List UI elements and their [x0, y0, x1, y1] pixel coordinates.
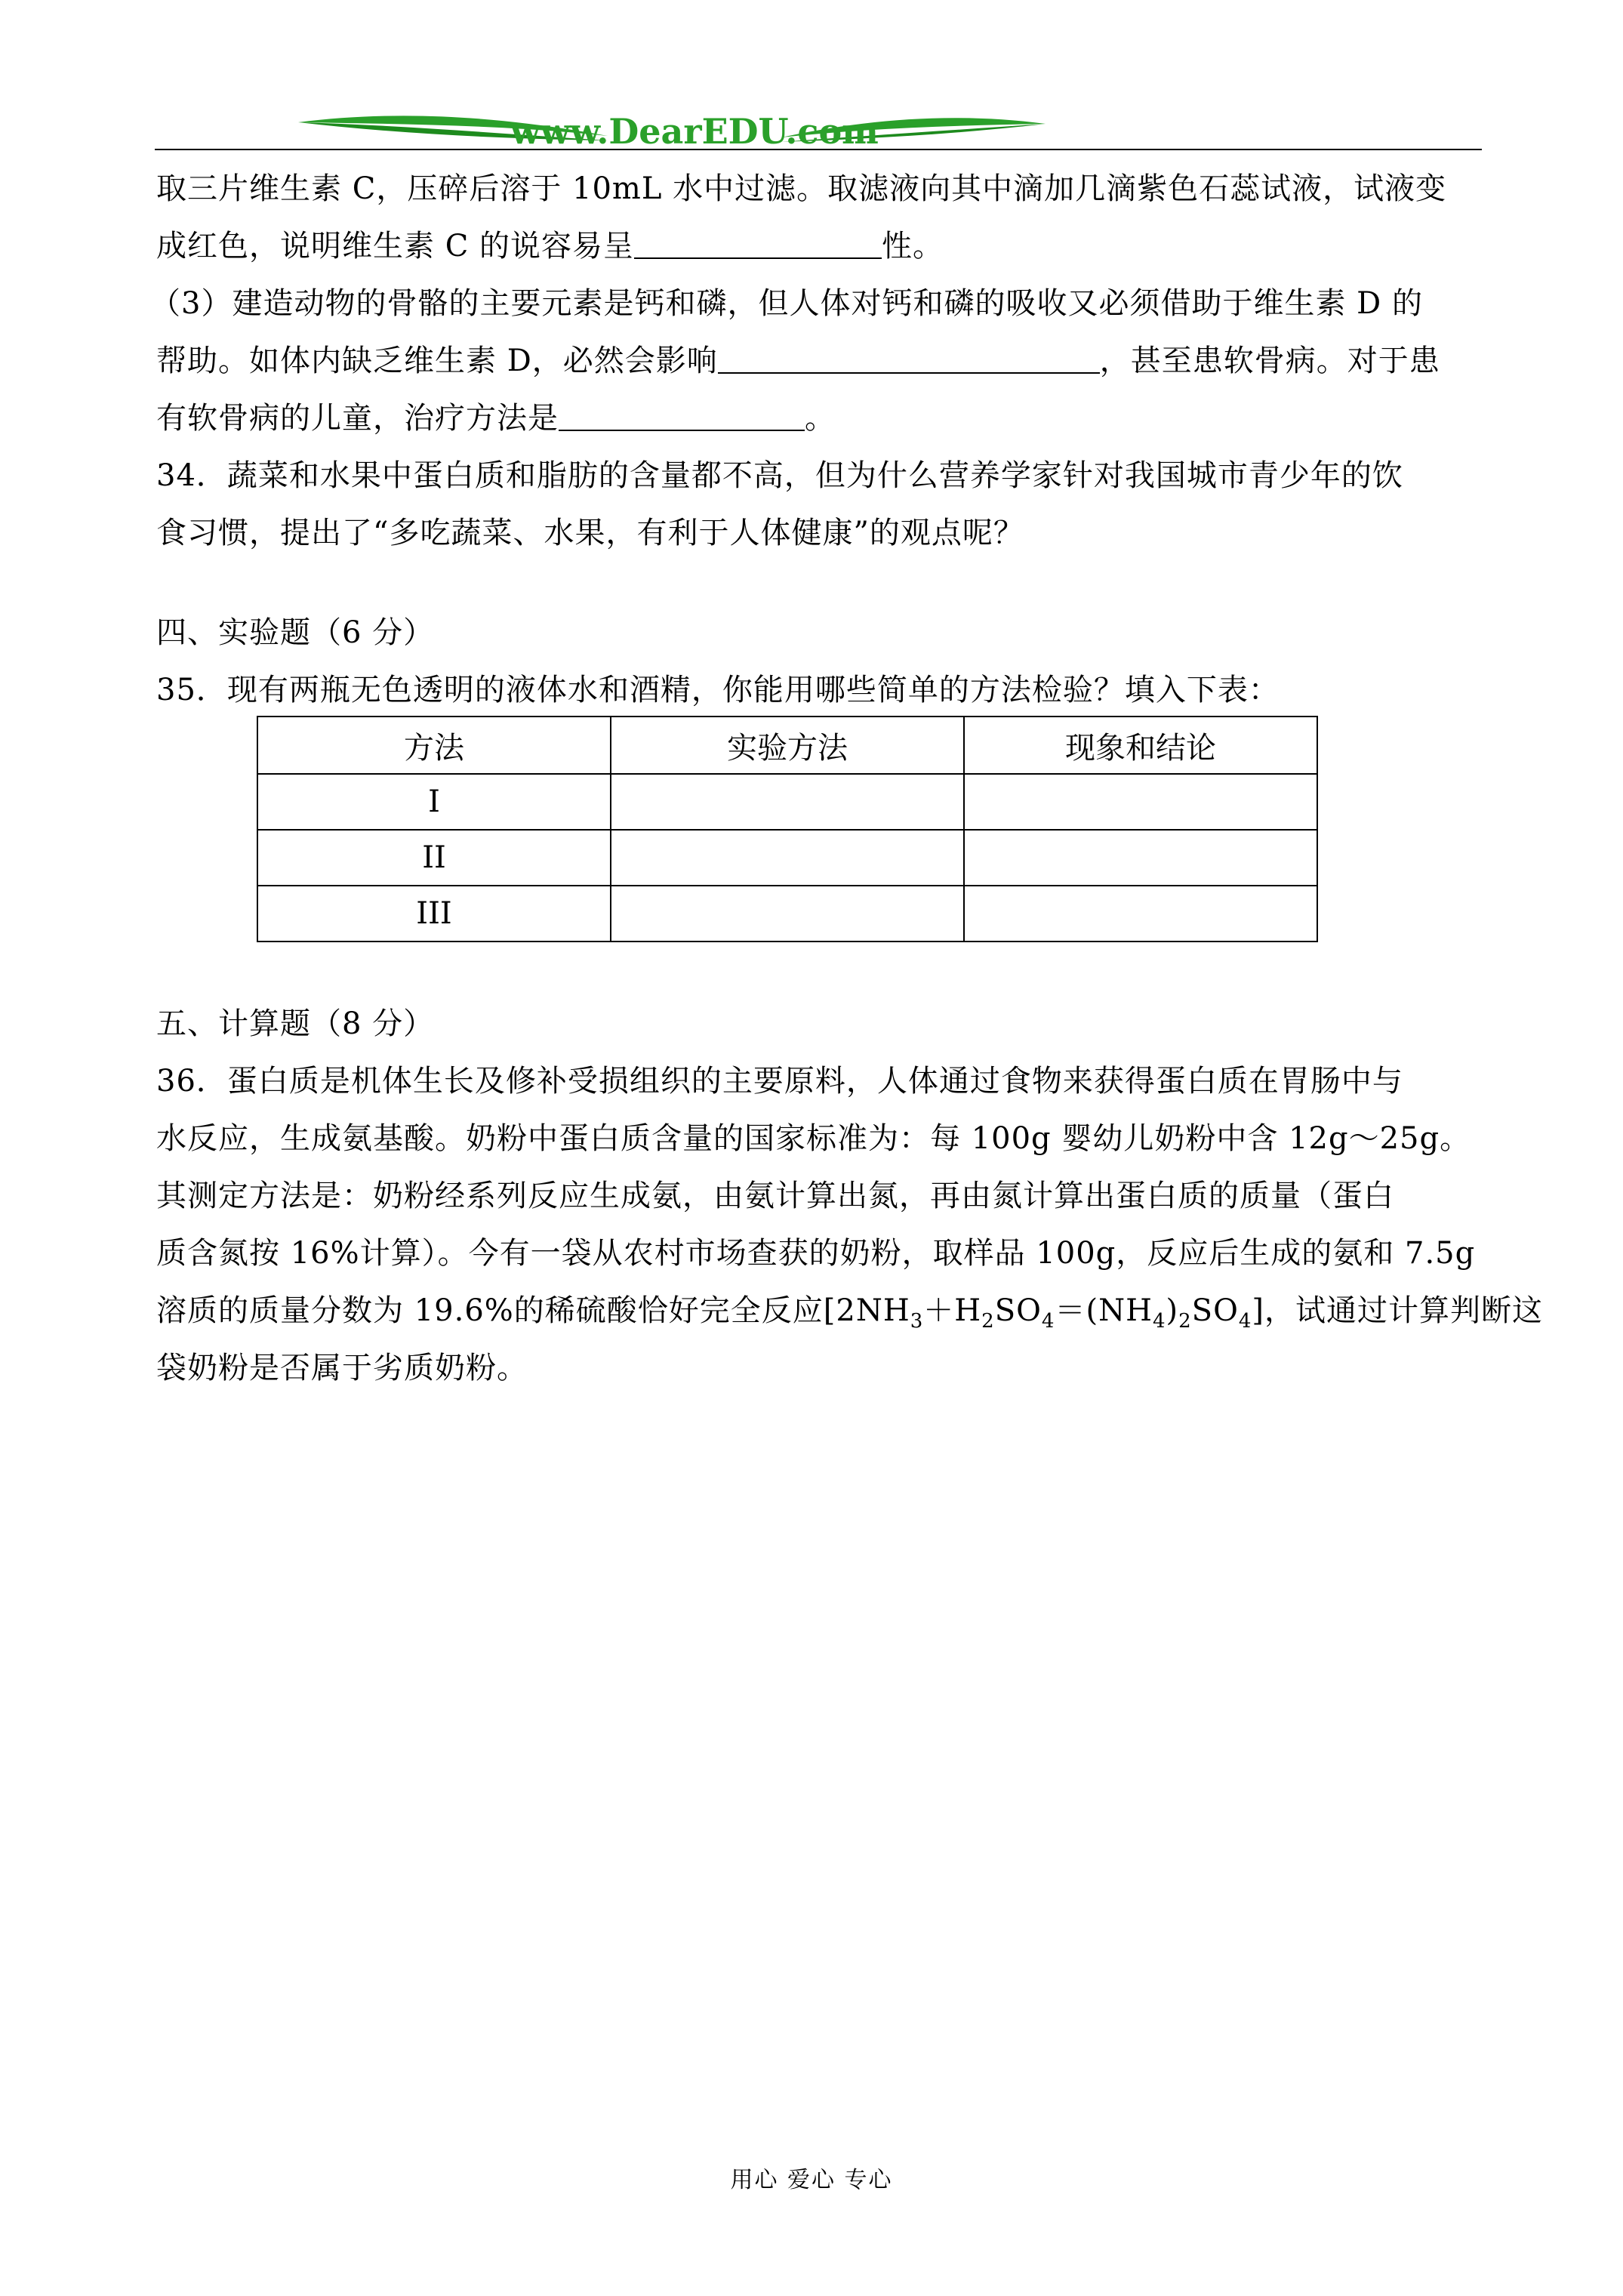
- answer-blank[interactable]: [718, 342, 1100, 374]
- table-header-row: [257, 717, 1317, 774]
- table-row: [257, 774, 1317, 830]
- header-rule: [155, 149, 1482, 150]
- question-36-line: 其测定方法是：奶粉经系列反应生成氨，由氨计算出氮，再由氮计算出蛋白质的质量（蛋白: [156, 1179, 1394, 1213]
- table-cell-empty[interactable]: [611, 886, 964, 942]
- text-line: 帮助。如体内缺乏维生素 D，必然会影响 ，甚至患软骨病。对于患: [156, 344, 1440, 378]
- question-36-line: 水反应，生成氨基酸。奶粉中蛋白质含量的国家标准为：每 100g 婴幼儿奶粉中含 12g～25g。: [156, 1121, 1471, 1156]
- table-row: [257, 830, 1317, 886]
- table-cell-empty[interactable]: [611, 830, 964, 886]
- text-line: （3）建造动物的骨骼的主要元素是钙和磷，但人体对钙和磷的吸收又必须借助于维生素 D 的: [150, 286, 1423, 321]
- table-cell-method: I: [257, 774, 611, 830]
- text-line: 有软骨病的儿童，治疗方法是 。: [156, 401, 836, 436]
- text-line: 成红色，说明维生素 C 的说容易呈 性。: [156, 229, 944, 264]
- question-36-line: 36．蛋白质是机体生长及修补受损组织的主要原料，人体通过食物来获得蛋白质在胃肠中与: [156, 1064, 1403, 1099]
- question-34-line: 34．蔬菜和水果中蛋白质和脂肪的含量都不高，但为什么营养学家针对我国城市青少年的饮: [156, 458, 1403, 493]
- section-title: 五、计算题（8 分）: [156, 1006, 435, 1041]
- table-cell-empty[interactable]: [611, 774, 964, 830]
- question-36-line: 质含氮按 16%计算）。今有一袋从农村市场查获的奶粉，取样品 100g，反应后生成的氨和 7.5g: [156, 1236, 1476, 1271]
- answer-blank[interactable]: [559, 399, 805, 431]
- table-cell-method: III: [257, 886, 611, 942]
- question-36-line: 溶质的质量分数为 19.6%的稀硫酸恰好完全反应$[2NH_3+H_2SO_4=(NH_4)_2SO_4]$，试通过计算判断这: [156, 1293, 1544, 1333]
- table-cell-empty[interactable]: [964, 774, 1317, 830]
- table-header-cell: 方法: [257, 717, 611, 774]
- experiment-table: [257, 716, 1318, 942]
- table-header-cell: 现象和结论: [964, 717, 1317, 774]
- answer-blank[interactable]: [634, 227, 882, 259]
- section4: [156, 604, 1485, 719]
- table-row: [257, 886, 1317, 942]
- table-cell-empty[interactable]: [964, 886, 1317, 942]
- question-36-line: 袋奶粉是否属于劣质奶粉。: [156, 1351, 528, 1385]
- page-footer: 用心 爱心 专心: [730, 2167, 893, 2193]
- table-header-cell: 实验方法: [611, 717, 964, 774]
- question-34-line: 食习惯，提出了“多吃蔬菜、水果，有利于人体健康”的观点呢？: [156, 516, 1024, 550]
- section-title: 四、实验题（6 分）: [156, 615, 435, 650]
- question-35: 35．现有两瓶无色透明的液体水和酒精，你能用哪些简单的方法检验？填入下表：: [156, 673, 1280, 707]
- table-cell-method: II: [257, 830, 611, 886]
- section5: [156, 995, 1544, 1397]
- section3-text: [150, 160, 1485, 562]
- page-header: [155, 104, 1623, 165]
- text-line: 取三片维生素 C，压碎后溶于 10mL 水中过滤。取滤液向其中滴加几滴紫色石蕊试液，试液变: [156, 171, 1447, 206]
- svg-text:www.DearEDU.com: www.DearEDU.com: [510, 111, 879, 152]
- table-cell-empty[interactable]: [964, 830, 1317, 886]
